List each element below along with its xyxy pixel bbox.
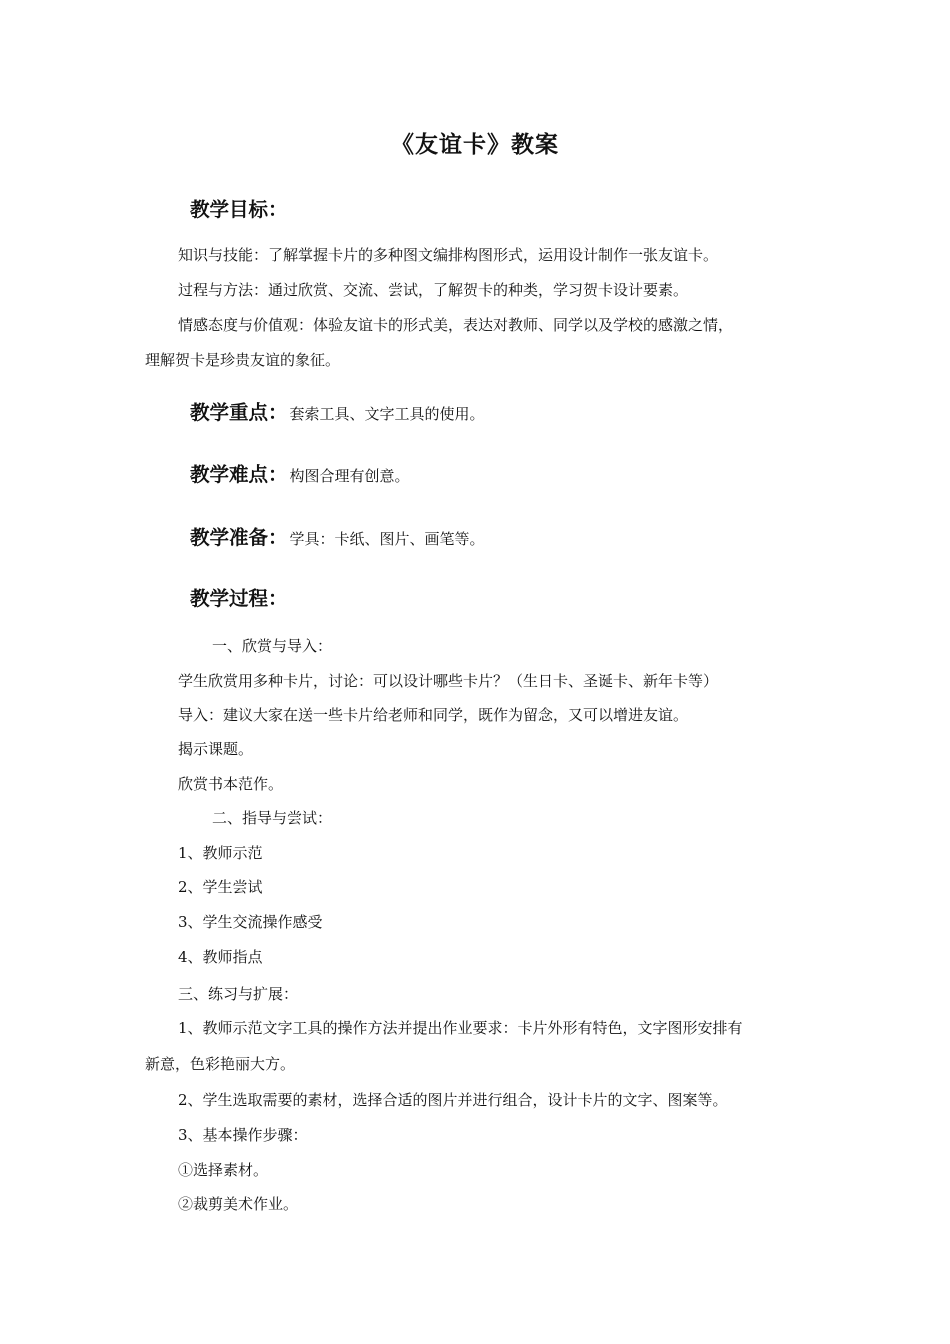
- objective-emotion-line2: 理解贺卡是珍贵友谊的象征。: [145, 351, 341, 369]
- objective-knowledge: 知识与技能：了解掌握卡片的多种图文编排构图形式，运用设计制作一张友谊卡。: [178, 246, 719, 264]
- section3-item1-line1: 1、教师示范文字工具的操作方法并提出作业要求：卡片外形有特色，文字图形安排有: [178, 1019, 743, 1037]
- difficulty-row: [190, 459, 410, 487]
- preparation-heading: 教学准备：: [190, 526, 288, 549]
- section1-line1: 学生欣赏用多种卡片，讨论：可以设计哪些卡片？（生日卡、圣诞卡、新年卡等）: [178, 672, 719, 690]
- objective-emotion-line1: 情感态度与价值观：体验友谊卡的形式美，表达对教师、同学以及学校的感激之情，: [178, 316, 734, 334]
- objective-process: 过程与方法：通过欣赏、交流、尝试，了解贺卡的种类，学习贺卡设计要素。: [178, 281, 689, 299]
- step2: ②裁剪美术作业。: [178, 1195, 299, 1213]
- section1-line4: 欣赏书本范作。: [178, 775, 284, 793]
- difficulty-heading: 教学难点：: [190, 463, 288, 486]
- key-point-heading: 教学重点：: [190, 401, 288, 424]
- section1-line2: 导入：建议大家在送一些卡片给老师和同学，既作为留念，又可以增进友谊。: [178, 706, 689, 724]
- procedure-heading: 教学过程：: [190, 587, 288, 610]
- difficulty-value: 构图合理有创意。: [289, 467, 410, 485]
- page-title: 《友谊卡》教案: [391, 132, 559, 158]
- step1: ①选择素材。: [178, 1161, 269, 1179]
- section3-item2: 2、学生选取需要的素材，选择合适的图片并进行组合，设计卡片的文字、图案等。: [178, 1091, 728, 1109]
- section3-title: 三、练习与扩展：: [178, 985, 299, 1003]
- section2-title: 二、指导与尝试：: [212, 809, 333, 827]
- objectives-heading: 教学目标：: [190, 198, 288, 221]
- section2-item3: 3、学生交流操作感受: [178, 913, 323, 931]
- preparation-row: [190, 522, 485, 550]
- key-point-row: [190, 397, 485, 425]
- section3-item3: 3、基本操作步骤：: [178, 1126, 308, 1144]
- section3-item1-line2: 新意，色彩艳丽大方。: [145, 1055, 296, 1073]
- section2-item2: 2、学生尝试: [178, 878, 263, 896]
- section2-item4: 4、教师指点: [178, 948, 263, 966]
- section1-line3: 揭示课题。: [178, 740, 254, 758]
- key-point-value: 套索工具、文字工具的使用。: [289, 405, 485, 423]
- section2-item1: 1、教师示范: [178, 844, 263, 862]
- section1-title: 一、欣赏与导入：: [212, 637, 333, 655]
- preparation-value: 学具：卡纸、图片、画笔等。: [289, 530, 485, 548]
